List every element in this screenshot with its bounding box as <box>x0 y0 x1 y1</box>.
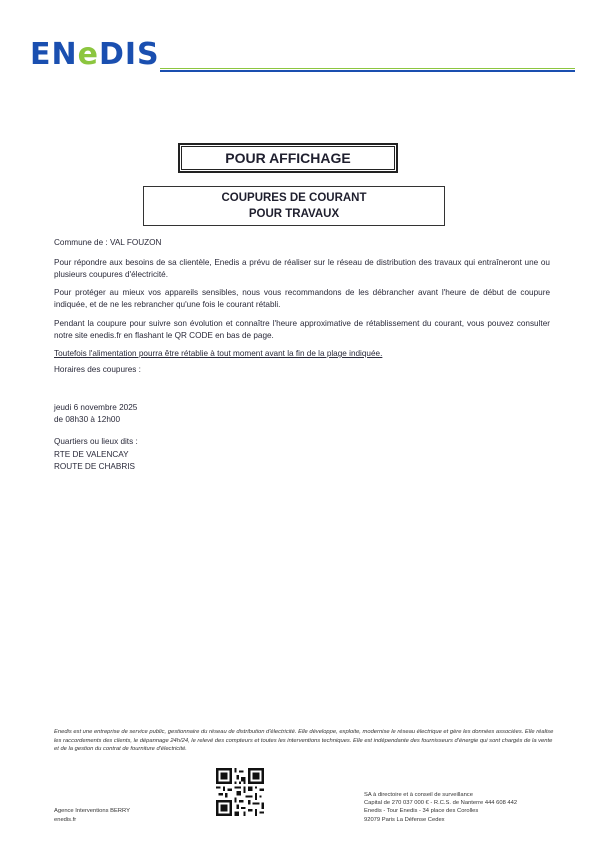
commune-line <box>54 237 161 249</box>
affichage-title: POUR AFFICHAGE <box>225 150 351 166</box>
legal-notice: Enedis est une entreprise de service public, gestionnaire du réseau de distribution d'électricité. Elle développe, exploite, modernise le réseau électrique et gère les données associées. Elle réalise les raccordements des clients, le dépannage 24h/24, le relevé des compteurs et toutes les interventions techniques. Elle est indépendante des fournisseurs d'énergie qui sont chargés de la vente et de la gestion du contrat de fourniture d'électricité. <box>54 729 554 752</box>
place-item: ROUTE DE CHABRIS <box>54 462 135 471</box>
coupure-time-range: de 08h30 à 12h00 <box>54 415 121 424</box>
address-line: SA à directoire et à conseil de surveillance <box>364 792 473 798</box>
paragraph-besoins: Pour répondre aux besoins de sa clientèle, Enedis a prévu de réaliser sur le réseau de distribution des travaux qui entraîneront une ou plusieurs coupures d'électricité. <box>54 258 550 279</box>
notice-retablissement: Toutefois l'alimentation pourra être rétablie à tout moment avant la fin de la plage indiquée. <box>54 349 383 358</box>
agence-name: Agence Interventions BERRY <box>54 808 130 814</box>
coupures-title-line1: COUPURES DE COURANT <box>221 192 367 204</box>
qr-code[interactable] <box>216 768 264 816</box>
address-line: 92079 Paris La Défense Cedex <box>364 816 445 823</box>
commune-value: VAL FOUZON <box>109 238 162 247</box>
commune-label: Commune de : <box>54 238 108 247</box>
enedis-logo: ENeDIS <box>30 37 160 72</box>
address-line: Enedis - Tour Enedis - 34 place des Corolles <box>364 808 479 815</box>
quartiers-label: Quartiers ou lieux dits : <box>54 437 138 446</box>
company-address <box>364 791 517 824</box>
coupures-title-line2: POUR TRAVAUX <box>248 208 340 220</box>
paragraph-proteger: Pour protéger au mieux vos appareils sensibles, nous vous recommandons de les débrancher avant l'heure de début de coupure indiquée, et de ne les rebrancher qu'une fois le courant rétabli. <box>54 288 550 309</box>
coupures-title-box <box>143 186 445 226</box>
header-rule-green <box>160 68 575 69</box>
affichage-title-box <box>178 143 398 173</box>
address-line: Capital de 270 037 000 € - R.C.S. de Nanterre 444 608 442 <box>364 800 518 807</box>
agence-website[interactable]: enedis.fr <box>54 816 77 823</box>
paragraph-coupure-suivi: Pendant la coupure pour suivre son évolution et connaître l'heure approximative de rétablissement du courant, vous pouvez consulter notre site enedis.fr en flashant le QR CODE en bas de page. <box>54 319 550 340</box>
header-rule-blue <box>160 70 575 72</box>
coupure-date: jeudi 6 novembre 2025 <box>54 403 138 412</box>
horaires-label: Horaires des coupures : <box>54 365 141 374</box>
place-item: RTE DE VALENCAY <box>54 450 129 459</box>
agence-info <box>54 807 130 824</box>
